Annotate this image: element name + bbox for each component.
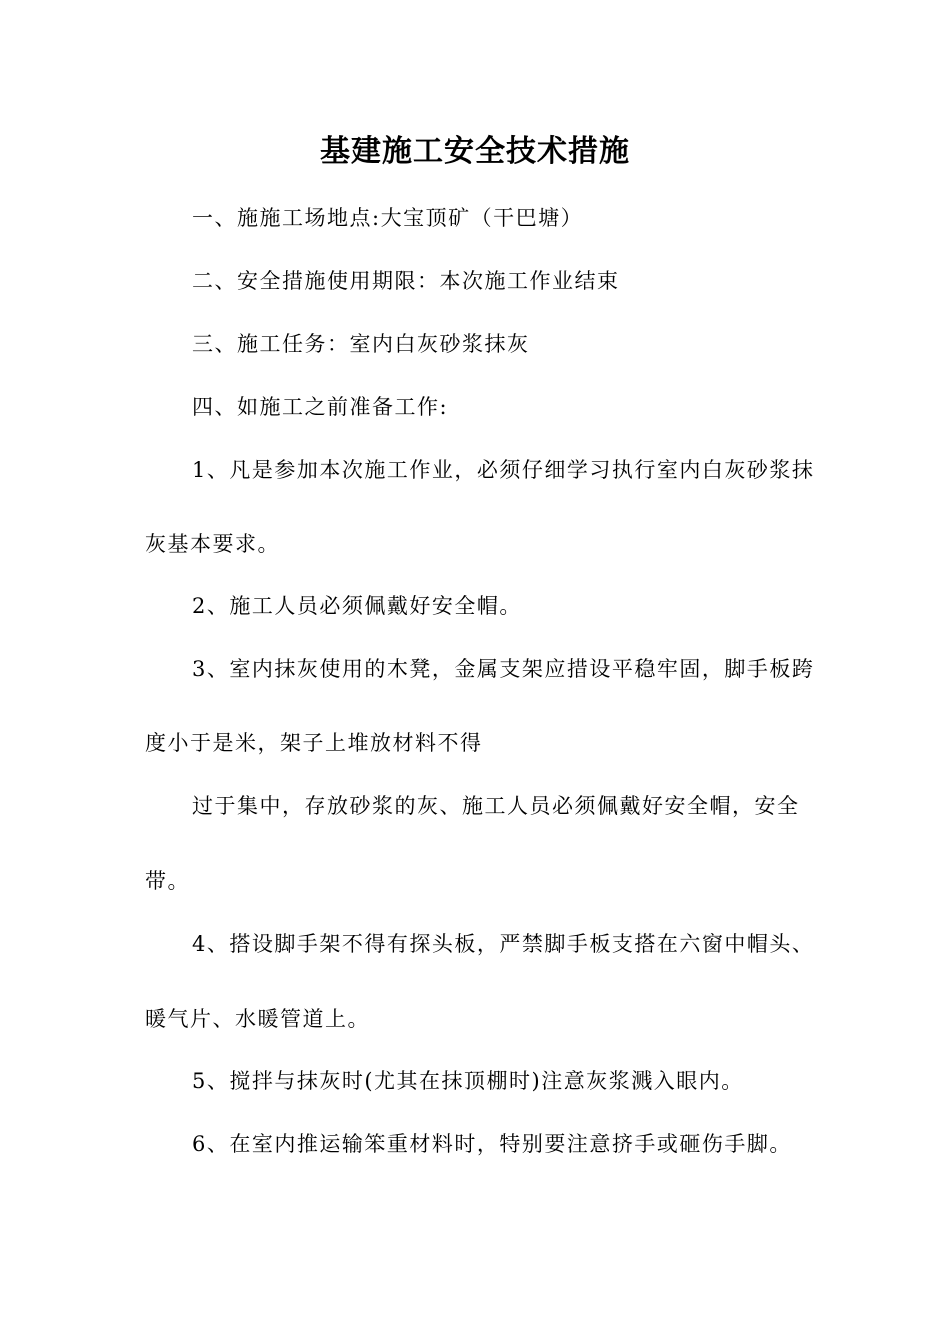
item-3-line-2: 度小于是米，架子上堆放材料不得: [145, 731, 483, 755]
section-3-task: 三、施工任务：室内白灰砂浆抹灰: [192, 332, 530, 356]
item-4-line-1: 4、搭设脚手架不得有探头板，严禁脚手板支搭在六窗中帽头、: [192, 932, 815, 956]
section-2-period: 二、安全措施使用期限：本次施工作业结束: [192, 269, 620, 293]
section-4-preparation: 四、如施工之前准备工作:: [192, 395, 449, 419]
item-1-line-1: 1、凡是参加本次施工作业，必须仔细学习执行室内白灰砂浆抹: [192, 458, 815, 482]
item-1-line-2: 灰基本要求。: [145, 532, 280, 556]
section-1-site: 一、施施工场地点:大宝顶矿（干巴塘）: [192, 206, 584, 230]
item-6: 6、在室内推运输笨重材料时，特别要注意挤手或砸伤手脚。: [192, 1132, 792, 1156]
item-3-line-1: 3、室内抹灰使用的木凳，金属支架应措设平稳牢固，脚手板跨: [192, 657, 815, 681]
item-2: 2、施工人员必须佩戴好安全帽。: [192, 594, 522, 618]
item-3-line-3: 过于集中，存放砂浆的灰、施工人员必须佩戴好安全帽，安全: [192, 794, 800, 818]
item-3-line-4: 带。: [145, 869, 190, 893]
document-title: 基建施工安全技术措施: [320, 134, 630, 169]
item-4-line-2: 暖气片、水暖管道上。: [145, 1007, 370, 1031]
item-5: 5、搅拌与抹灰时(尤其在抹顶棚时)注意灰浆溅入眼内。: [192, 1069, 744, 1093]
